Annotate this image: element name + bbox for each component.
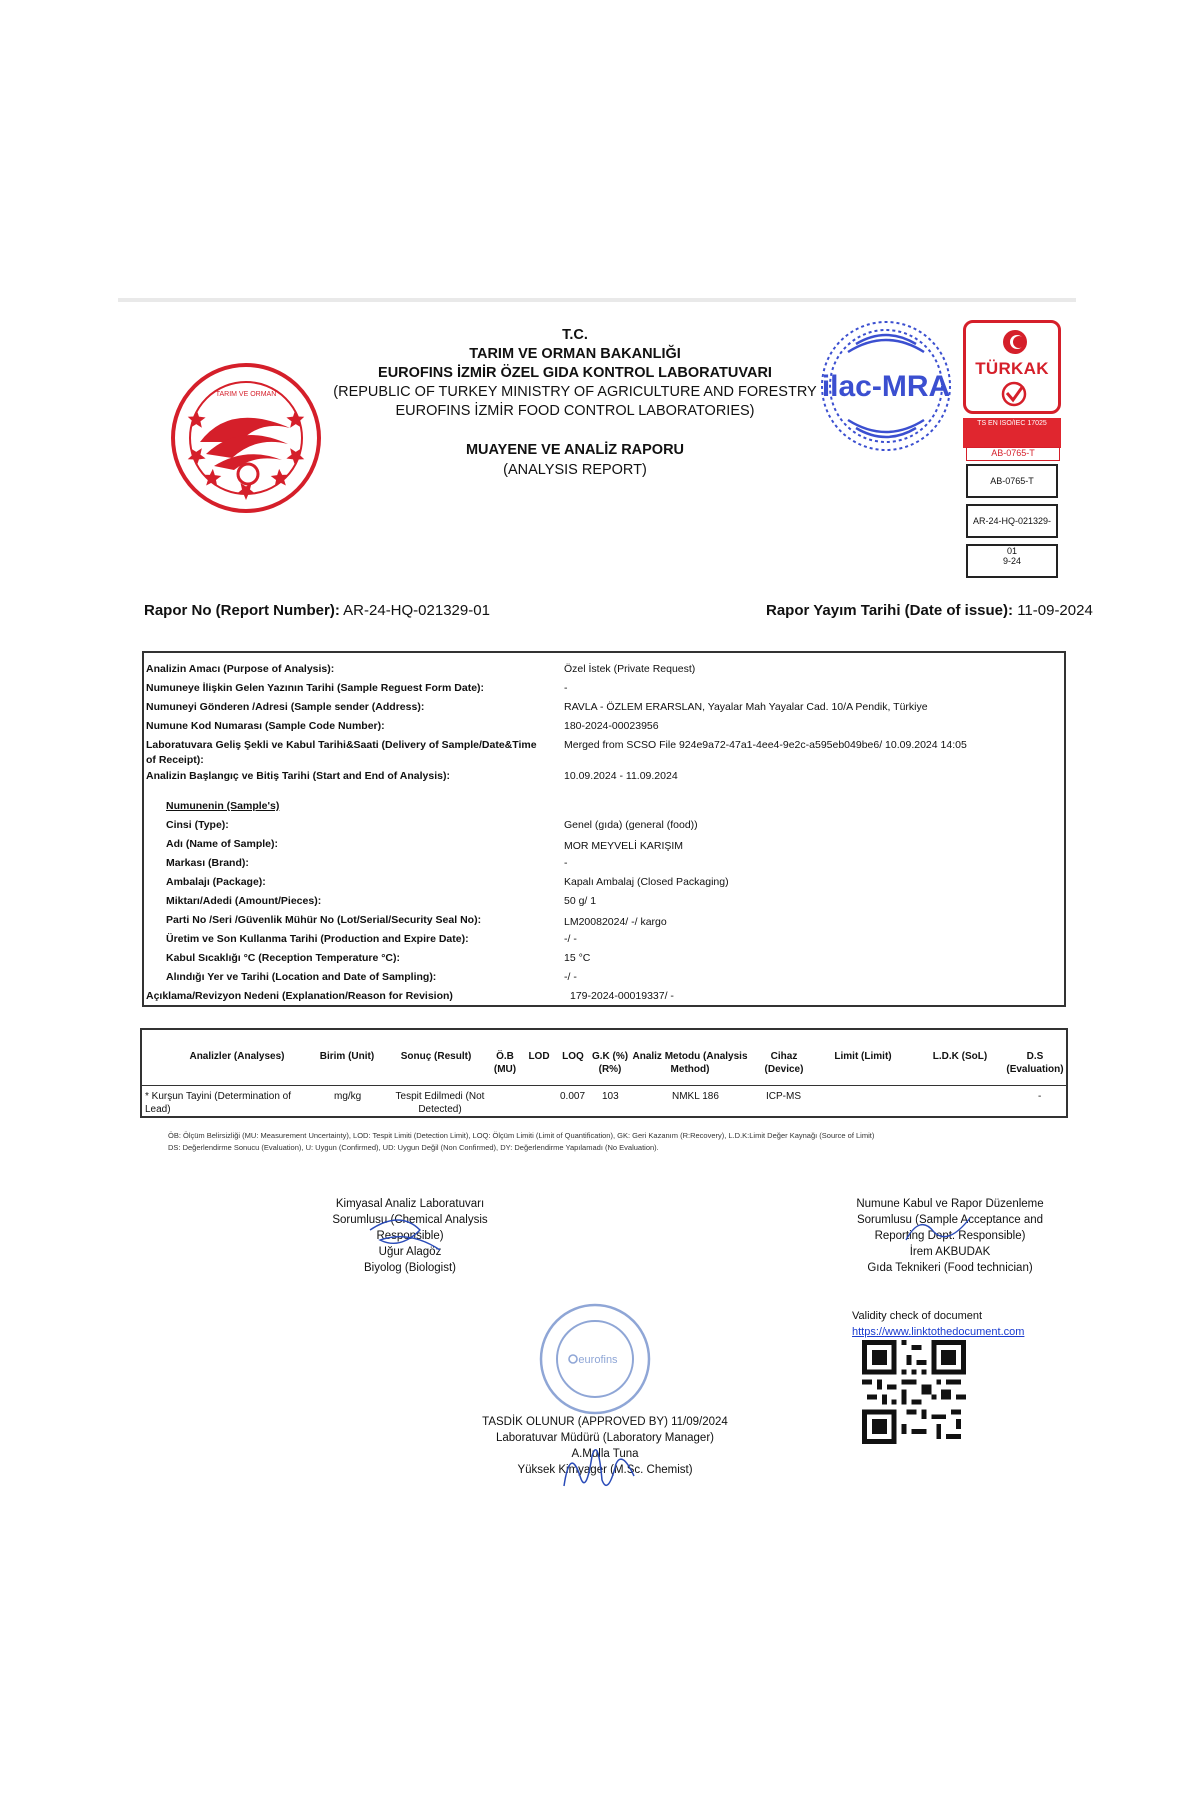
prod-value: -/ - bbox=[564, 933, 577, 945]
purpose-value: Özel İstek (Private Request) bbox=[564, 663, 696, 675]
th-gk bbox=[590, 1050, 630, 1076]
temp-value: 15 °C bbox=[564, 952, 591, 964]
sig-right-2: Sorumlusu (Sample Acceptance and bbox=[856, 1214, 1044, 1226]
request-date-value: - bbox=[564, 682, 568, 694]
sender-value: RAVLA - ÖZLEM ERARSLAN, Yayalar Mah Yayalar Cad. 10/A Pendik, Türkiye bbox=[564, 701, 928, 713]
cell-analysis-2: Lead) bbox=[145, 1104, 171, 1115]
sig-right-5: Gıda Teknikeri (Food technician) bbox=[867, 1262, 1033, 1274]
cell-analysis bbox=[145, 1090, 305, 1116]
report-subtitle: (ANALYSIS REPORT) bbox=[503, 462, 647, 478]
sampling-label: Alındığı Yer ve Tarihi (Location and Date of Sampling): bbox=[166, 971, 437, 983]
th-ds bbox=[1004, 1050, 1066, 1076]
delivery-value: Merged from SCSO File 924e9a72-47a1-4ee4-9e2c-a595eb049be6/ 10.09.2024 14:05 bbox=[564, 739, 967, 751]
footnote-1: ÖB: Ölçüm Belirsizliği (MU: Measurement Uncertainty), LOD: Tespit Limiti (Detection Limit), LOQ: Ölçüm Limiti (Limit of Quantification), GK: Geri Kazanım (R:Recovery), L.D.K:Limit Değer Kaynağı (Source of Limit) bbox=[168, 1131, 875, 1140]
approval-4: Yüksek Kimyager (M.Sc. Chemist) bbox=[517, 1464, 693, 1476]
accreditation-box-1: AB-0765-T bbox=[966, 464, 1058, 498]
header-ministry: TARIM VE ORMAN BAKANLIĞI bbox=[469, 346, 681, 362]
brand-label: Markası (Brand): bbox=[166, 857, 249, 869]
sig-left-1: Kimyasal Analiz Laboratuvarı bbox=[335, 1198, 485, 1210]
revision-label: Açıklama/Revizyon Nedeni (Explanation/Reason for Revision) bbox=[146, 990, 453, 1002]
sampling-value: -/ - bbox=[564, 971, 577, 983]
signature-scribble-left bbox=[360, 1210, 450, 1260]
cell-gk: 103 bbox=[602, 1091, 619, 1102]
th-ds-2: (Evaluation) bbox=[1006, 1064, 1064, 1075]
th-device-1: Cihaz bbox=[770, 1051, 798, 1062]
sig-left-3: Responsible) bbox=[376, 1230, 444, 1242]
th-ob-1: Ö.B bbox=[496, 1051, 514, 1062]
start-end-label: Analizin Başlangıç ve Bitiş Tarihi (Start and End of Analysis): bbox=[146, 770, 450, 782]
delivery-label-2: of Receipt): bbox=[146, 754, 204, 766]
turkak-code: AB-0765-T bbox=[966, 447, 1060, 461]
ministry-seal-logo bbox=[170, 362, 322, 514]
lot-value: LM20082024/ -/ kargo bbox=[564, 916, 667, 928]
cell-device: ICP-MS bbox=[766, 1091, 801, 1102]
request-date-label: Numuneye İlişkin Gelen Yazının Tarihi (Sample Reguest Form Date): bbox=[146, 682, 485, 694]
cell-result-2: Detected) bbox=[418, 1104, 462, 1115]
lot-label: Parti No /Seri /Güvenlik Mühür No (Lot/Serial/Security Seal No): bbox=[166, 914, 482, 926]
sig-left-4: Uğur Alagöz bbox=[378, 1246, 442, 1258]
approval-3: A.Mulla Tuna bbox=[571, 1448, 639, 1460]
th-result: Sonuç (Result) bbox=[400, 1051, 472, 1062]
delivery-label-1: Laboratuvara Geliş Şekli ve Kabul Tarihi&Saati (Delivery of Sample/Date&Time bbox=[146, 739, 537, 751]
sender-label: Numuneyi Gönderen /Adresi (Sample sender (Address): bbox=[146, 701, 425, 713]
sig-right-1: Numune Kabul ve Rapor Düzenleme bbox=[856, 1198, 1044, 1210]
cell-method: NMKL 186 bbox=[672, 1091, 719, 1102]
th-lod: LOD bbox=[528, 1051, 550, 1062]
header-english-2: EUROFINS İZMİR FOOD CONTROL LABORATORIES) bbox=[395, 403, 755, 419]
sig-right-3: Reporting Dept. Responsible) bbox=[874, 1230, 1026, 1242]
svg-text:TARIM VE ORMAN: TARIM VE ORMAN bbox=[215, 391, 277, 398]
amount-value: 50 g/ 1 bbox=[564, 895, 597, 907]
accreditation-box-3: 9-24 bbox=[966, 544, 1058, 578]
ilac-text: ilac-MRA bbox=[821, 370, 951, 403]
start-end-value: 10.09.2024 - 11.09.2024 bbox=[564, 770, 678, 782]
th-method-1: Analiz Metodu (Analysis bbox=[632, 1051, 748, 1062]
turkak-standard: TS EN ISO/IEC 17025 bbox=[977, 420, 1047, 427]
prod-label: Üretim ve Son Kullanma Tarihi (Production and Expire Date): bbox=[166, 933, 469, 945]
sample-section-title: Numunenin (Sample's) bbox=[166, 800, 280, 812]
ilac-mra-logo bbox=[818, 318, 954, 454]
package-label: Ambalajı (Package): bbox=[166, 876, 266, 888]
th-ldk: L.D.K (SoL) bbox=[932, 1051, 988, 1062]
turkak-check-icon bbox=[1000, 381, 1028, 407]
sig-right-4: İrem AKBUDAK bbox=[909, 1246, 991, 1258]
report-title: MUAYENE VE ANALİZ RAPORU bbox=[465, 442, 685, 458]
cell-loq: 0.007 bbox=[560, 1091, 586, 1102]
th-gk-1: G.K (%) bbox=[591, 1051, 629, 1062]
validity-label: Validity check of document bbox=[852, 1310, 983, 1322]
report-date-value: 11-09-2024 bbox=[1017, 602, 1093, 619]
th-ob bbox=[490, 1050, 520, 1076]
type-value: Genel (gıda) (general (food)) bbox=[564, 819, 698, 831]
eurofins-stamp bbox=[538, 1302, 652, 1416]
revision-value: 179-2024-00019337/ - bbox=[570, 990, 674, 1002]
analysis-table bbox=[140, 1028, 1068, 1118]
name-value: MOR MEYVELİ KARIŞIM bbox=[564, 840, 684, 852]
header-tc: T.C. bbox=[562, 327, 588, 343]
report-title-block bbox=[400, 440, 750, 480]
qr-code[interactable] bbox=[862, 1340, 966, 1444]
turkak-text: TÜRKAK bbox=[975, 359, 1049, 378]
header-lab: EUROFINS İZMİR ÖZEL GIDA KONTROL LABORATUVARI bbox=[378, 365, 772, 381]
approval-2: Laboratuvar Müdürü (Laboratory Manager) bbox=[496, 1432, 714, 1444]
cell-ds: - bbox=[1038, 1091, 1042, 1102]
name-label: Adı (Name of Sample): bbox=[166, 838, 279, 850]
header-english-1: (REPUBLIC OF TURKEY MINISTRY OF AGRICULTURE AND FORESTRY bbox=[333, 384, 817, 400]
th-device bbox=[752, 1050, 816, 1076]
signature-scribble-right bbox=[900, 1210, 980, 1250]
type-label: Cinsi (Type): bbox=[166, 819, 229, 831]
report-number-value: AR-24-HQ-021329-01 bbox=[343, 602, 490, 619]
purpose-label: Analizin Amacı (Purpose of Analysis): bbox=[146, 663, 335, 675]
th-analysis: Analizler (Analyses) bbox=[189, 1051, 285, 1062]
report-date-label: Rapor Yayım Tarihi (Date of issue): bbox=[766, 602, 1014, 619]
sig-left-5: Biyolog (Biologist) bbox=[363, 1262, 457, 1274]
accreditation-box-2: AR-24-HQ-021329-01 bbox=[966, 504, 1058, 538]
th-ds-1: D.S bbox=[1026, 1051, 1044, 1062]
th-device-2: (Device) bbox=[764, 1064, 804, 1075]
turkak-redbar bbox=[963, 418, 1061, 448]
amount-label: Miktarı/Adedi (Amount/Pieces): bbox=[166, 895, 322, 907]
th-loq: LOQ bbox=[562, 1051, 584, 1062]
report-date bbox=[766, 602, 1093, 619]
th-ob-2: (MU) bbox=[493, 1064, 517, 1075]
sig-left-2: Sorumlusu (Chemical Analysis bbox=[332, 1214, 488, 1226]
stamp-text: eurofins bbox=[578, 1354, 618, 1366]
brand-value: - bbox=[564, 857, 568, 869]
turkak-logo bbox=[963, 320, 1061, 414]
footnote-2: DS: Değerlendirme Sonucu (Evaluation), U: Uygun (Confirmed), UD: Uygun Değil (Non Confirmed), DY: Değerlendirme Yapılamadı (No Evaluation). bbox=[168, 1143, 659, 1152]
th-method bbox=[632, 1050, 748, 1076]
th-limit: Limit (Limit) bbox=[834, 1051, 892, 1062]
cell-result-1: Tespit Edilmedi (Not bbox=[395, 1091, 485, 1102]
th-method-2: Method) bbox=[670, 1064, 710, 1075]
turkak-crescent-icon bbox=[1002, 329, 1028, 355]
cell-analysis-1: * Kurşun Tayini (Determination of bbox=[145, 1091, 291, 1102]
th-gk-2: (R%) bbox=[598, 1064, 622, 1075]
code-value: 180-2024-00023956 bbox=[564, 720, 659, 732]
report-number-label: Rapor No (Report Number): bbox=[144, 602, 340, 619]
code-label: Numune Kod Numarası (Sample Code Number): bbox=[146, 720, 385, 732]
validity-link[interactable]: https://www.linktothedocument.com bbox=[852, 1326, 1025, 1338]
report-number bbox=[144, 602, 490, 619]
signature-scribble-manager bbox=[556, 1436, 646, 1500]
temp-label: Kabul Sıcaklığı °C (Reception Temperature °C): bbox=[166, 952, 400, 964]
th-unit: Birim (Unit) bbox=[319, 1051, 375, 1062]
sample-info-box bbox=[142, 651, 1066, 1007]
package-value: Kapalı Ambalaj (Closed Packaging) bbox=[564, 876, 729, 888]
approval-1: TASDİK OLUNUR (APPROVED BY) 11/09/2024 bbox=[482, 1416, 728, 1428]
top-divider bbox=[118, 298, 1076, 302]
header-block bbox=[330, 326, 820, 421]
table-divider bbox=[142, 1085, 1066, 1086]
cell-unit: mg/kg bbox=[334, 1091, 362, 1102]
cell-result bbox=[388, 1090, 492, 1116]
